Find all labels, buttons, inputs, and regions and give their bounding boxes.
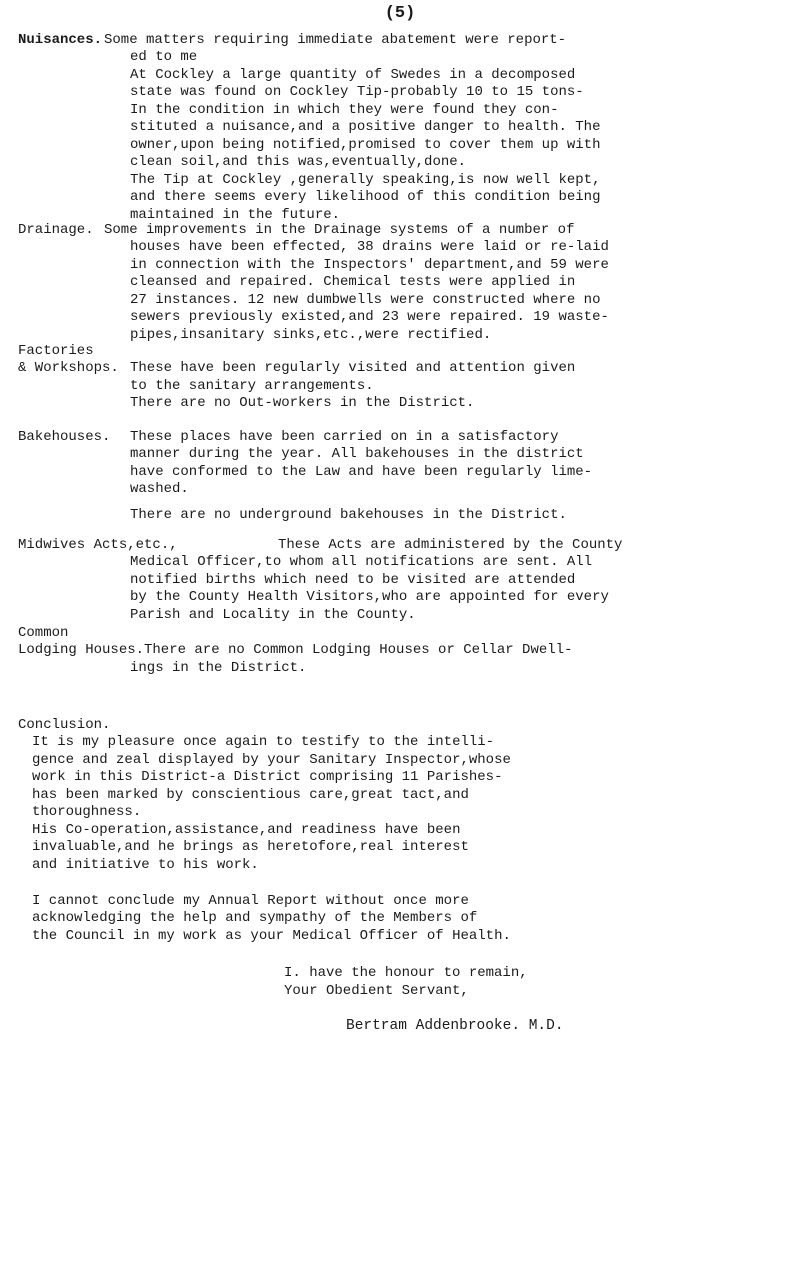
factories-line: These have been regularly visited and attention given [130, 360, 576, 376]
bakehouses-line: manner during the year. All bakehouses in the district [130, 446, 584, 462]
bakehouses-line: There are no underground bakehouses in the District. [130, 507, 567, 523]
drainage-line: houses have been effected, 38 drains were laid or re-laid [130, 239, 609, 255]
lodging-line: There are no Common Lodging Houses or Cellar Dwell- [144, 642, 573, 658]
factories-line: to the sanitary arrangements. [130, 378, 374, 394]
conclusion-line: invaluable,and he brings as heretofore,real interest [32, 839, 469, 855]
conclusion-line: and initiative to his work. [32, 857, 259, 873]
lodging-line: ings in the District. [130, 660, 307, 676]
bakehouses-line: These places have been carried on in a satisfactory [130, 429, 559, 445]
factories-line: There are no Out-workers in the District. [130, 395, 475, 411]
signature: Bertram Addenbrooke. M.D. [346, 1018, 564, 1034]
nuisances-line: In the condition in which they were found they con- [130, 102, 559, 118]
closing-line: Your Obedient Servant, [284, 983, 469, 999]
nuisances-line: ed to me [130, 49, 198, 65]
nuisances-line: state was found on Cockley Tip-probably 10 to 15 tons- [130, 84, 584, 100]
lodging-heading: Lodging Houses. [18, 642, 145, 658]
nuisances-line: Some matters requiring immediate abatement were report- [104, 32, 567, 48]
page-number: (5) [384, 4, 416, 23]
bakehouses-line: have conformed to the Law and have been regularly lime- [130, 464, 593, 480]
bakehouses-heading: Bakehouses. [18, 429, 111, 445]
conclusion-line: gence and zeal displayed by your Sanitary Inspector,whose [32, 752, 511, 768]
drainage-line: Some improvements in the Drainage systems of a number of [104, 222, 575, 238]
factories-heading: & Workshops. [18, 360, 119, 376]
midwives-line: Parish and Locality in the County. [130, 607, 416, 623]
nuisances-line: maintained in the future. [130, 207, 341, 223]
midwives-heading: Midwives Acts,etc., [18, 537, 178, 553]
closing-line: I. have the honour to remain, [284, 965, 528, 981]
drainage-line: in connection with the Inspectors' department,and 59 were [130, 257, 609, 273]
conclusion-line: It is my pleasure once again to testify to the intelli- [32, 734, 495, 750]
midwives-line: Medical Officer,to whom all notifications are sent. All [130, 554, 593, 570]
bakehouses-line: washed. [130, 481, 189, 497]
nuisances-line: stituted a nuisance,and a positive danger to health. The [130, 119, 601, 135]
nuisances-line: owner,upon being notified,promised to cover them up with [130, 137, 601, 153]
midwives-line: notified births which need to be visited are attended [130, 572, 576, 588]
conclusion-line: acknowledging the help and sympathy of the Members of [32, 910, 478, 926]
conclusion-line: the Council in my work as your Medical Officer of Health. [32, 928, 511, 944]
drainage-line: pipes,insanitary sinks,etc.,were rectified. [130, 327, 492, 343]
conclusion-line: His Co-operation,assistance,and readiness have been [32, 822, 461, 838]
conclusion-line: has been marked by conscientious care,great tact,and [32, 787, 469, 803]
nuisances-line: At Cockley a large quantity of Swedes in a decomposed [130, 67, 576, 83]
conclusion-line: thoroughness. [32, 804, 142, 820]
conclusion-line: I cannot conclude my Annual Report without once more [32, 893, 469, 909]
midwives-line: by the County Health Visitors,who are appointed for every [130, 589, 609, 605]
nuisances-line: The Tip at Cockley ,generally speaking,is now well kept, [130, 172, 601, 188]
drainage-line: cleansed and repaired. Chemical tests were applied in [130, 274, 576, 290]
lodging-heading: Common [18, 625, 69, 641]
drainage-line: 27 instances. 12 new dumbwells were constructed where no [130, 292, 601, 308]
conclusion-line: work in this District-a District comprising 11 Parishes- [32, 769, 503, 785]
nuisances-heading: Nuisances. [18, 32, 103, 48]
nuisances-line: clean soil,and this was,eventually,done. [130, 154, 467, 170]
drainage-line: sewers previously existed,and 23 were repaired. 19 waste- [130, 309, 609, 325]
conclusion-heading: Conclusion. [18, 717, 111, 733]
midwives-line: These Acts are administered by the County [278, 537, 623, 553]
drainage-heading: Drainage. [18, 222, 94, 238]
nuisances-line: and there seems every likelihood of this condition being [130, 189, 601, 205]
factories-heading: Factories [18, 343, 94, 359]
